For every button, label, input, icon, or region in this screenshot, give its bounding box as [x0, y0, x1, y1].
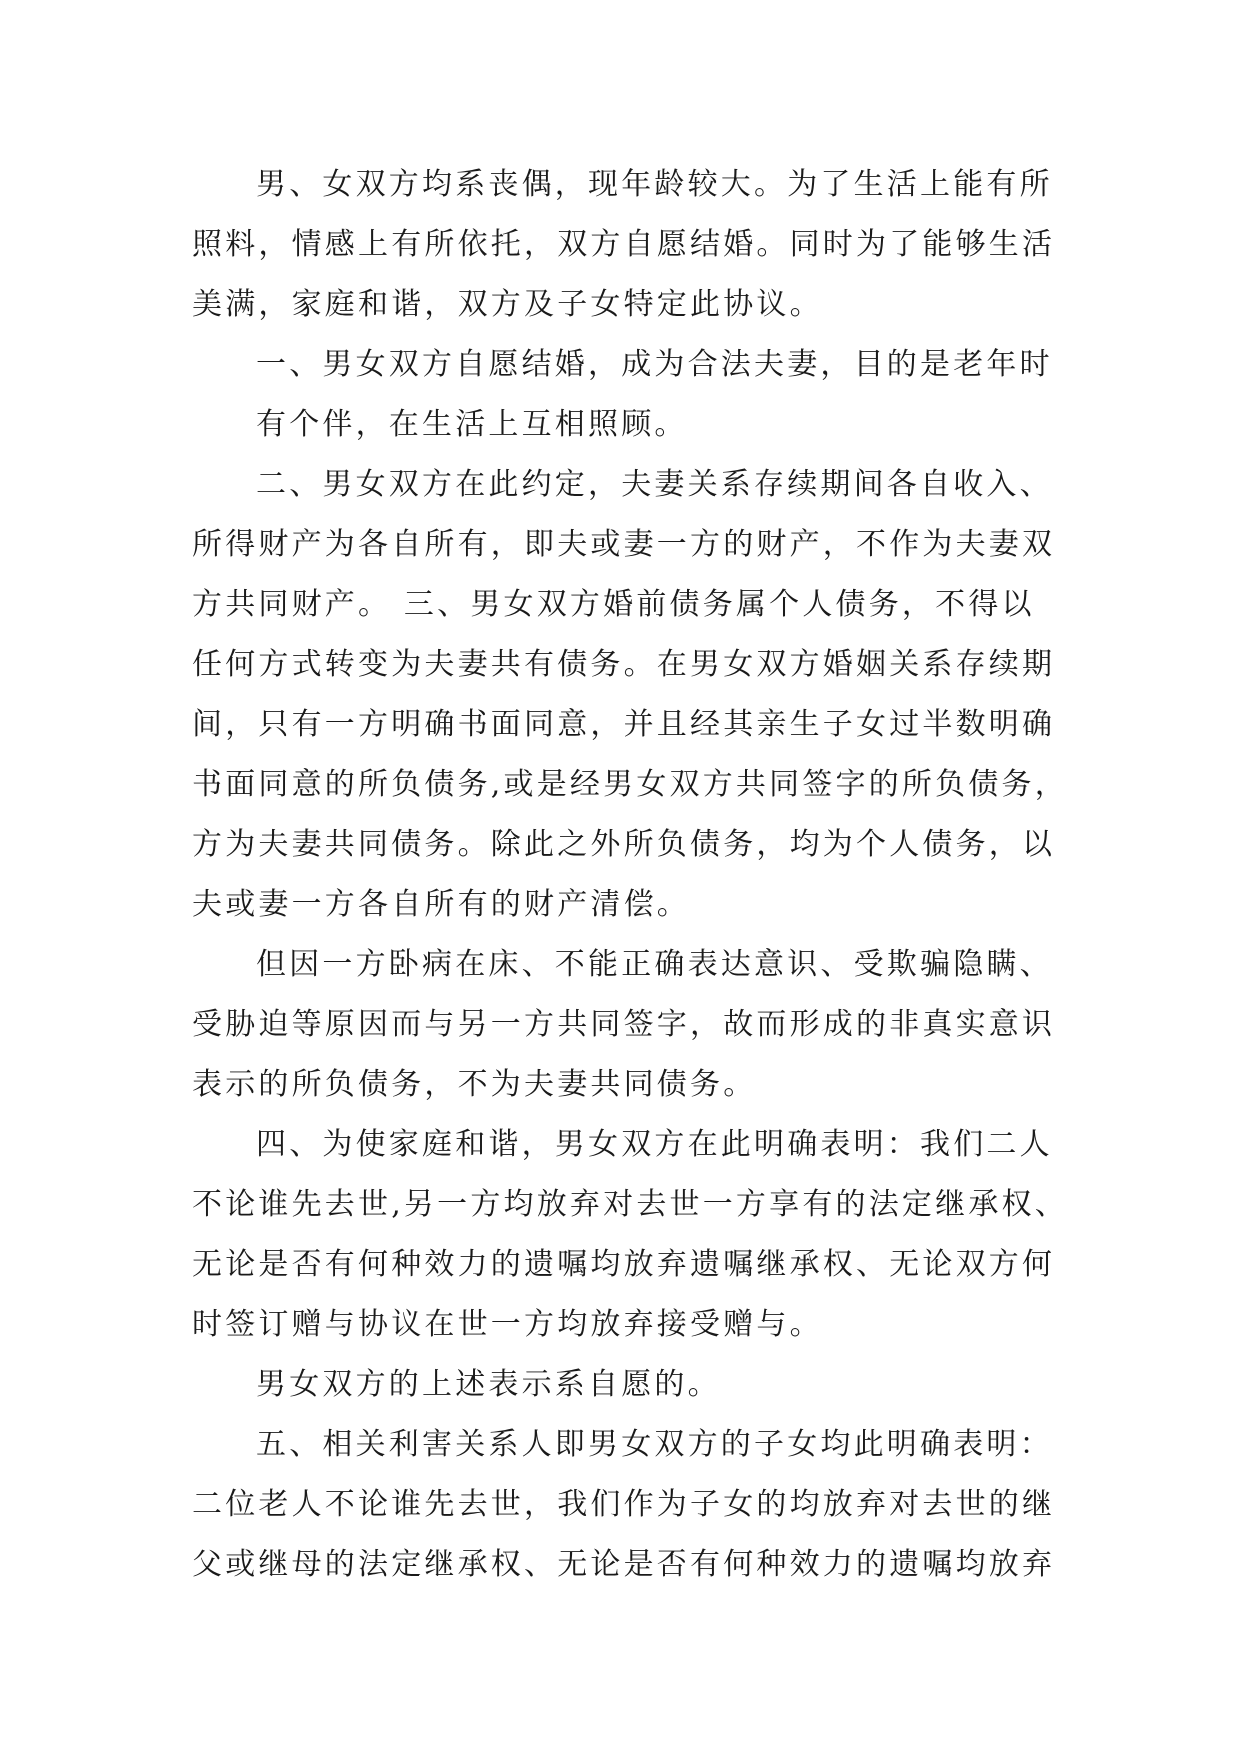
text-line: 四、为使家庭和谐，男女双方在此明确表明：我们二人: [256, 1127, 1053, 1162]
text-line: 五、相关利害关系人即男女双方的子女均此明确表明：: [256, 1427, 1053, 1462]
text-line: 二、男女双方在此约定，夫妻关系存续期间各自收入、: [256, 467, 1053, 502]
text-line: 时签订赠与协议在世一方均放弃接受赠与。: [192, 1307, 823, 1342]
text-line: 方共同财产。 三、男女双方婚前债务属个人债务，不得以: [192, 587, 1035, 622]
text-line: 间，只有一方明确书面同意，并且经其亲生子女过半数明确: [192, 707, 1056, 742]
text-line: 不论谁先去世,另一方均放弃对去世一方享有的法定继承权、: [192, 1187, 1068, 1222]
text-line: 但因一方卧病在床、不能正确表达意识、受欺骗隐瞒、: [256, 947, 1053, 982]
text-line: 表示的所负债务，不为夫妻共同债务。: [192, 1067, 757, 1102]
text-line: 男、女双方均系丧偶，现年龄较大。为了生活上能有所: [256, 167, 1053, 202]
text-line: 男女双方的上述表示系自愿的。: [256, 1367, 721, 1402]
text-line: 一、男女双方自愿结婚，成为合法夫妻，目的是老年时: [256, 347, 1053, 382]
text-line: 无论是否有何种效力的遗嘱均放弃遗嘱继承权、无论双方何: [192, 1247, 1056, 1282]
text-line: 任何方式转变为夫妻共有债务。在男女双方婚姻关系存续期: [192, 647, 1056, 682]
text-line: 二位老人不论谁先去世，我们作为子女的均放弃对去世的继: [192, 1487, 1056, 1522]
text-line: 夫或妻一方各自所有的财产清偿。: [192, 887, 690, 922]
text-line: 书面同意的所负债务,或是经男女双方共同签字的所负债务，: [192, 767, 1068, 802]
text-line: 方为夫妻共同债务。除此之外所负债务，均为个人债务，以: [192, 827, 1056, 862]
text-line: 父或继母的法定继承权、无论是否有何种效力的遗嘱均放弃: [192, 1547, 1056, 1582]
text-line: 受胁迫等原因而与另一方共同签字，故而形成的非真实意识: [192, 1007, 1056, 1042]
text-line: 有个伴，在生活上互相照顾。: [256, 407, 688, 442]
text-line: 美满，家庭和谐，双方及子女特定此协议。: [192, 287, 823, 322]
text-line: 所得财产为各自所有，即夫或妻一方的财产，不作为夫妻双: [192, 527, 1056, 562]
text-line: 照料，情感上有所依托，双方自愿结婚。同时为了能够生活: [192, 227, 1056, 262]
